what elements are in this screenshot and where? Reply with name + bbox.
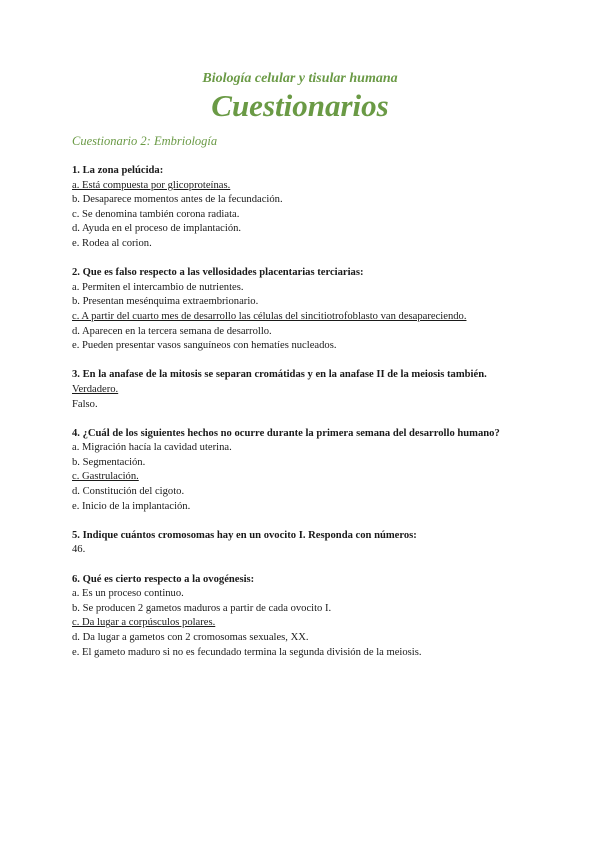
document-subtitle: Biología celular y tisular humana — [202, 71, 398, 86]
question-1 — [72, 164, 527, 252]
question-text: 6. Qué es cierto respecto a la ovogénesis: — [72, 573, 255, 585]
question-3 — [72, 368, 527, 412]
answer-option: a. Migración hacía la cavidad uterina. — [72, 442, 232, 454]
question-text: 5. Indique cuántos cromosomas hay en un ovocito I. Responda con números: — [72, 529, 417, 541]
question-6 — [72, 573, 527, 661]
answer-option: e. El gameto maduro si no es fecundado termina la segunda división de la meiosis. — [72, 646, 422, 658]
answer-option: a. Permiten el intercambio de nutrientes. — [72, 281, 244, 293]
page-title: Cuestionarios — [211, 88, 389, 123]
question-text: 1. La zona pelúcida: — [72, 165, 164, 176]
answer-option: d. Aparecen en la tercera semana de desarrollo. — [72, 325, 272, 337]
question-2 — [72, 266, 527, 354]
answer-value: 46. — [72, 544, 86, 556]
answer-option: Verdadero. — [72, 383, 119, 395]
answer-option: c. Se denomina también corona radiata. — [72, 208, 240, 220]
answer-option: a. Está compuesta por glicoproteínas. — [72, 179, 231, 191]
answer-option: b. Se producen 2 gametos maduros a partir de cada ovocito I. — [72, 602, 332, 614]
answer-option: e. Rodea al corion. — [72, 237, 152, 249]
question-text: 3. En la anafase de la mitosis se separan cromátidas y en la anafase II de la meiosis también. — [72, 369, 487, 381]
answer-option: c. A partir del cuarto mes de desarrollo las células del sincitiotrofoblasto van desapareciendo. — [72, 310, 467, 322]
question-4 — [72, 427, 527, 515]
answer-option: b. Presentan mesénquima extraembrionario. — [72, 296, 259, 308]
question-5 — [72, 529, 527, 558]
section-heading: Cuestionario 2: Embriología — [72, 134, 218, 148]
answer-option: b. Segmentación. — [72, 456, 146, 468]
answer-option: d. Da lugar a gametos con 2 cromosomas sexuales, XX. — [72, 632, 309, 643]
answer-option: e. Pueden presentar vasos sanguíneos con hematíes nucleados. — [72, 340, 337, 352]
answer-option: a. Es un proceso continuo. — [72, 588, 184, 600]
answer-option: b. Desaparece momentos antes de la fecundación. — [72, 194, 283, 206]
question-text: 4. ¿Cuál de los siguientes hechos no ocurre durante la primera semana del desarrollo humano? — [72, 427, 500, 439]
question-text: 2. Que es falso respecto a las vellosidades placentarias terciarias: — [72, 267, 364, 279]
questionnaire — [72, 164, 527, 675]
answer-option: d. Constitución del cigoto. — [72, 486, 185, 498]
answer-option: Falso. — [72, 398, 98, 410]
answer-option: c. Da lugar a corpúsculos polares. — [72, 617, 216, 629]
answer-option: c. Gastrulación. — [72, 471, 139, 483]
answer-option: e. Inicio de la implantación. — [72, 500, 191, 512]
answer-option: d. Ayuda en el proceso de implantación. — [72, 223, 242, 235]
